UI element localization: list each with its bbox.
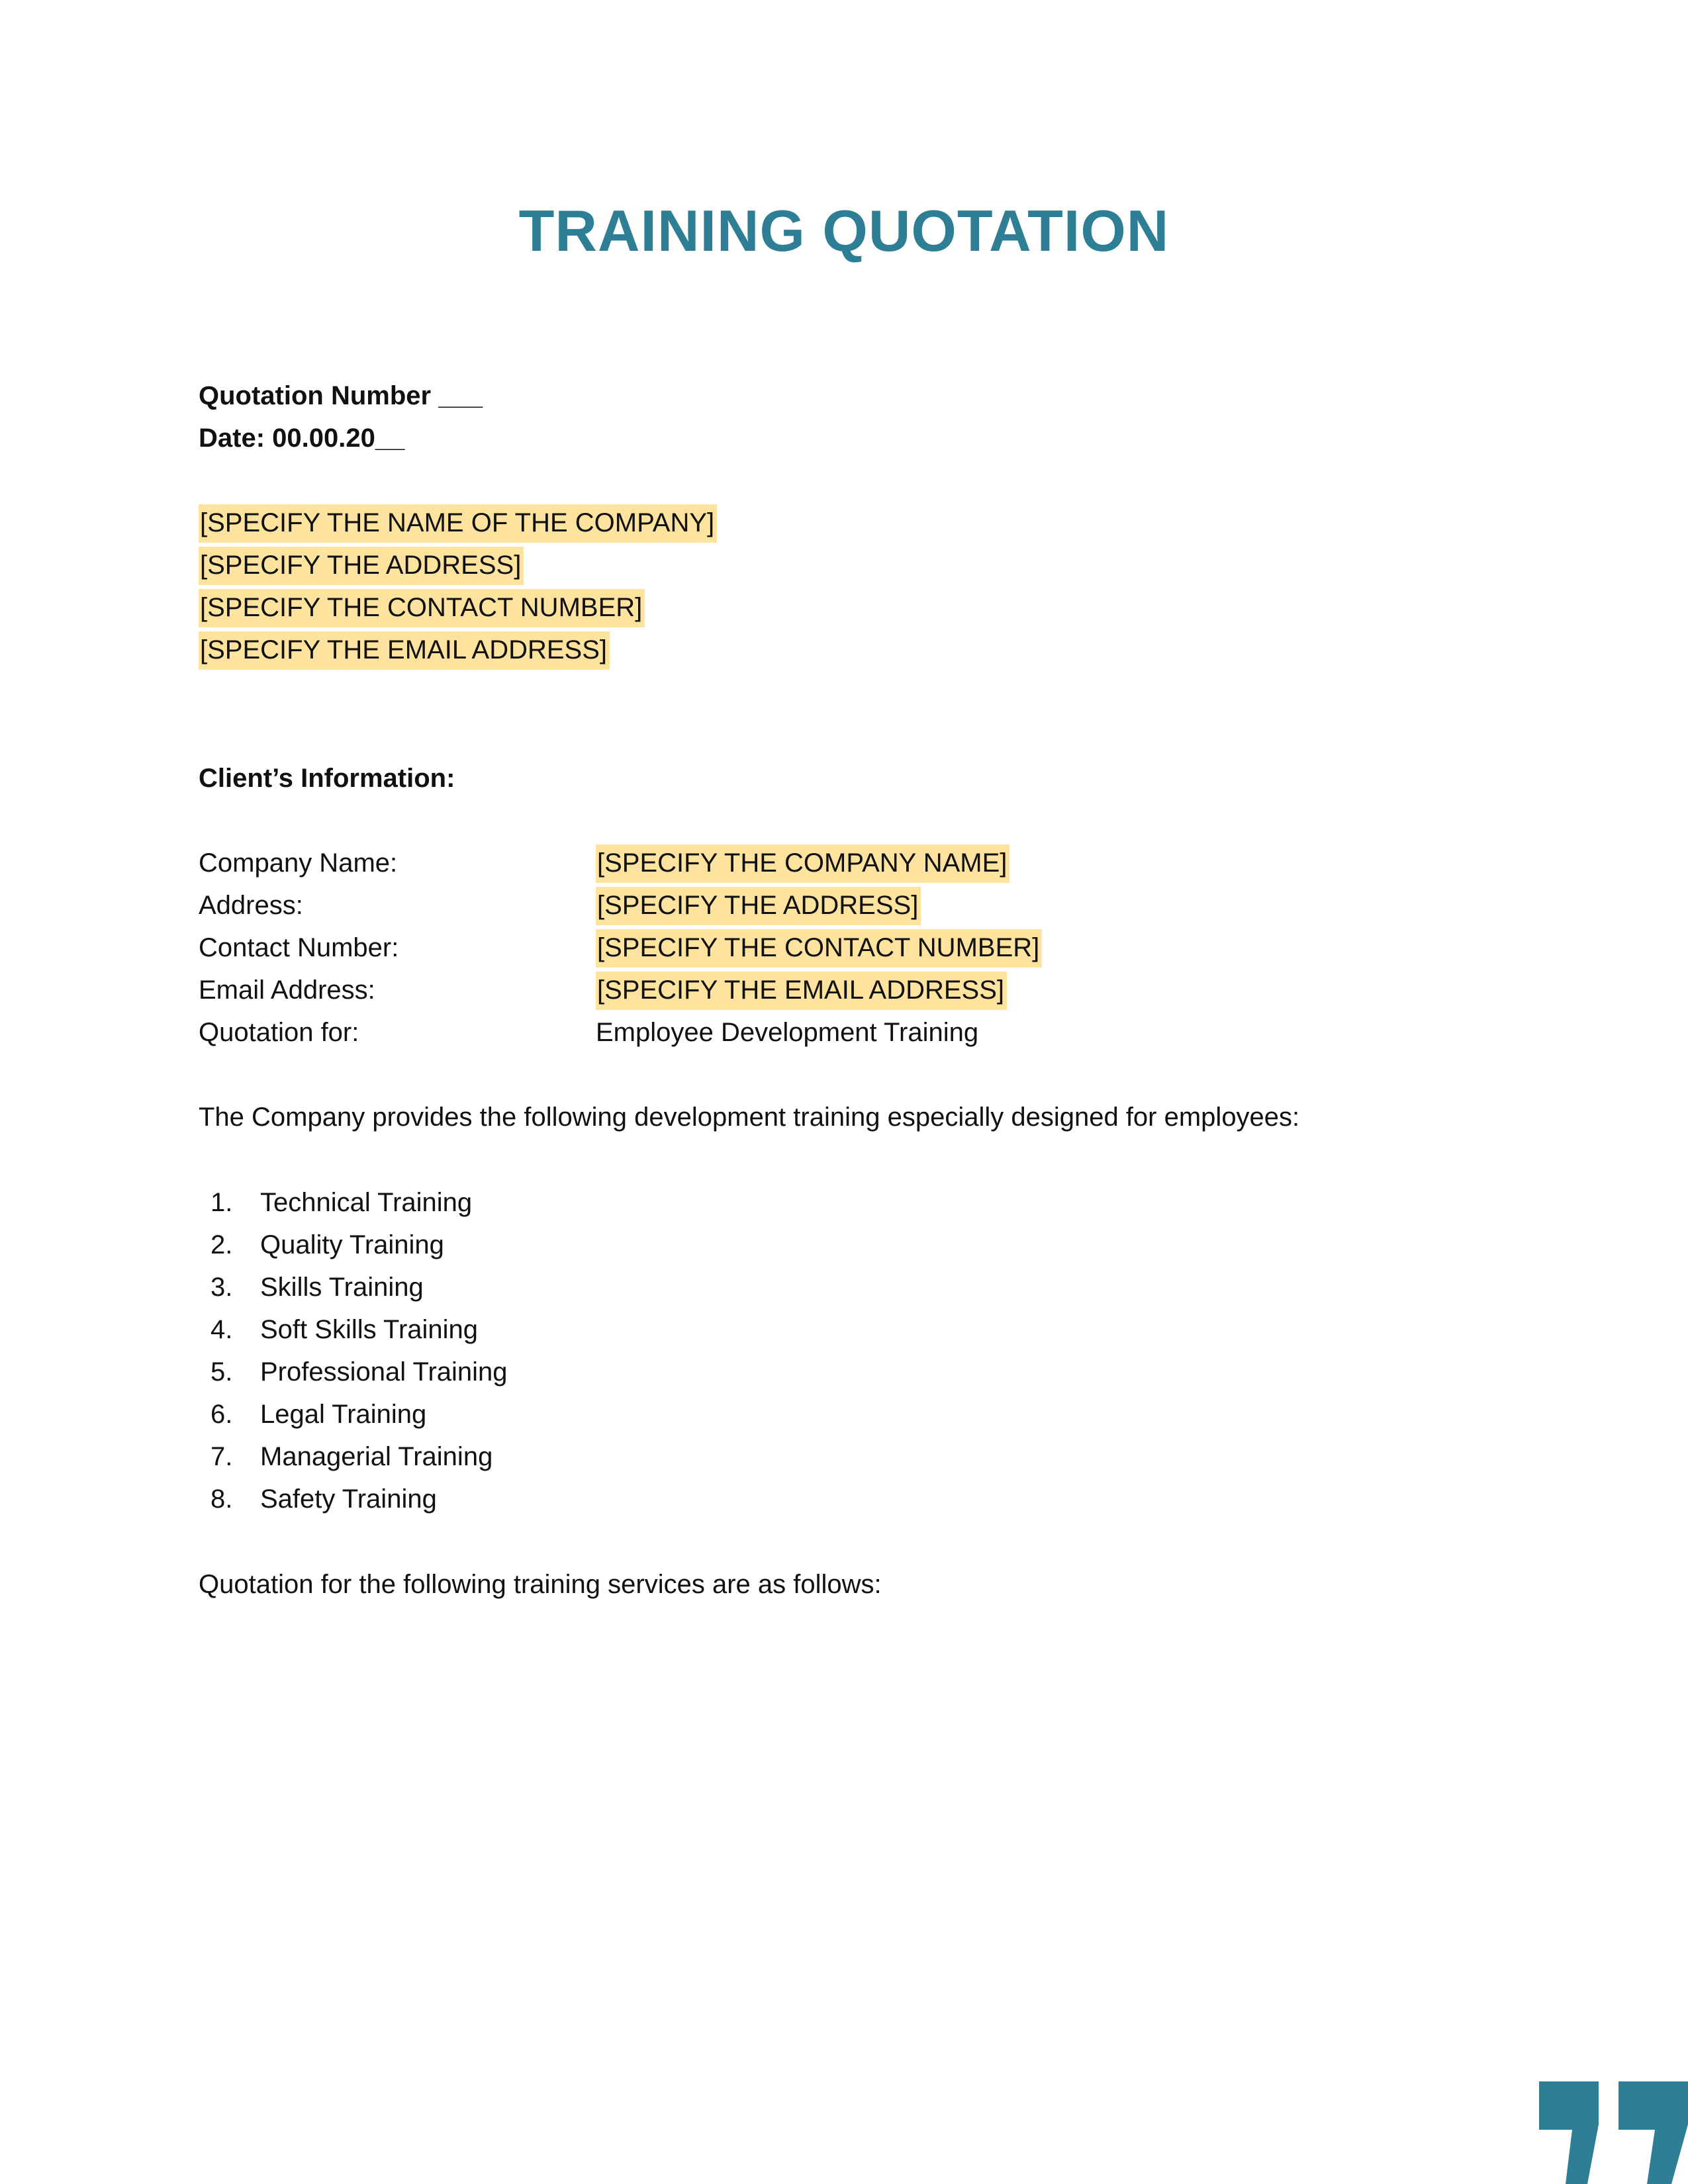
client-field-label: Contact Number: <box>199 933 399 962</box>
quote-mark-logo-icon <box>1536 2078 1688 2184</box>
client-field-value: [SPECIFY THE CONTACT NUMBER] <box>596 929 1042 968</box>
client-field-label: Quotation for: <box>199 1018 359 1047</box>
list-item: Managerial Training <box>260 1442 493 1471</box>
list-item: Technical Training <box>260 1188 473 1217</box>
list-item: Skills Training <box>260 1273 424 1302</box>
client-field-label: Email Address: <box>199 976 375 1005</box>
company-address-placeholder: [SPECIFY THE ADDRESS] <box>199 547 524 585</box>
list-item-number: 1. <box>211 1188 233 1217</box>
client-field-value: [SPECIFY THE ADDRESS] <box>596 887 921 925</box>
intro-paragraph: The Company provides the following development training especially designed for employees: <box>199 1103 1300 1132</box>
document-title: TRAINING QUOTATION <box>518 198 1170 263</box>
list-item-number: 5. <box>211 1357 233 1387</box>
client-field-label: Company Name: <box>199 848 398 878</box>
list-item-number: 2. <box>211 1230 233 1259</box>
list-item: Legal Training <box>260 1400 427 1429</box>
client-field-label: Address: <box>199 891 303 920</box>
client-field-value: [SPECIFY THE COMPANY NAME] <box>596 844 1009 883</box>
company-email-placeholder: [SPECIFY THE EMAIL ADDRESS] <box>199 631 610 670</box>
list-item: Safety Training <box>260 1484 437 1514</box>
company-contact-placeholder: [SPECIFY THE CONTACT NUMBER] <box>199 589 645 627</box>
company-name-placeholder: [SPECIFY THE NAME OF THE COMPANY] <box>199 504 717 543</box>
list-item-number: 6. <box>211 1400 233 1429</box>
list-item-number: 7. <box>211 1442 233 1471</box>
closing-paragraph: Quotation for the following training services are as follows: <box>199 1570 882 1599</box>
list-item-number: 4. <box>211 1315 233 1344</box>
list-item-number: 8. <box>211 1484 233 1514</box>
client-field-value: [SPECIFY THE EMAIL ADDRESS] <box>596 972 1007 1010</box>
list-item: Quality Training <box>260 1230 444 1259</box>
client-info-heading: Client’s Information: <box>199 764 455 793</box>
client-field-value: Employee Development Training <box>596 1018 979 1047</box>
quotation-number: Quotation Number ___ <box>199 381 483 410</box>
list-item: Professional Training <box>260 1357 508 1387</box>
quotation-date: Date: 00.00.20__ <box>199 424 405 453</box>
list-item: Soft Skills Training <box>260 1315 479 1344</box>
list-item-number: 3. <box>211 1273 233 1302</box>
